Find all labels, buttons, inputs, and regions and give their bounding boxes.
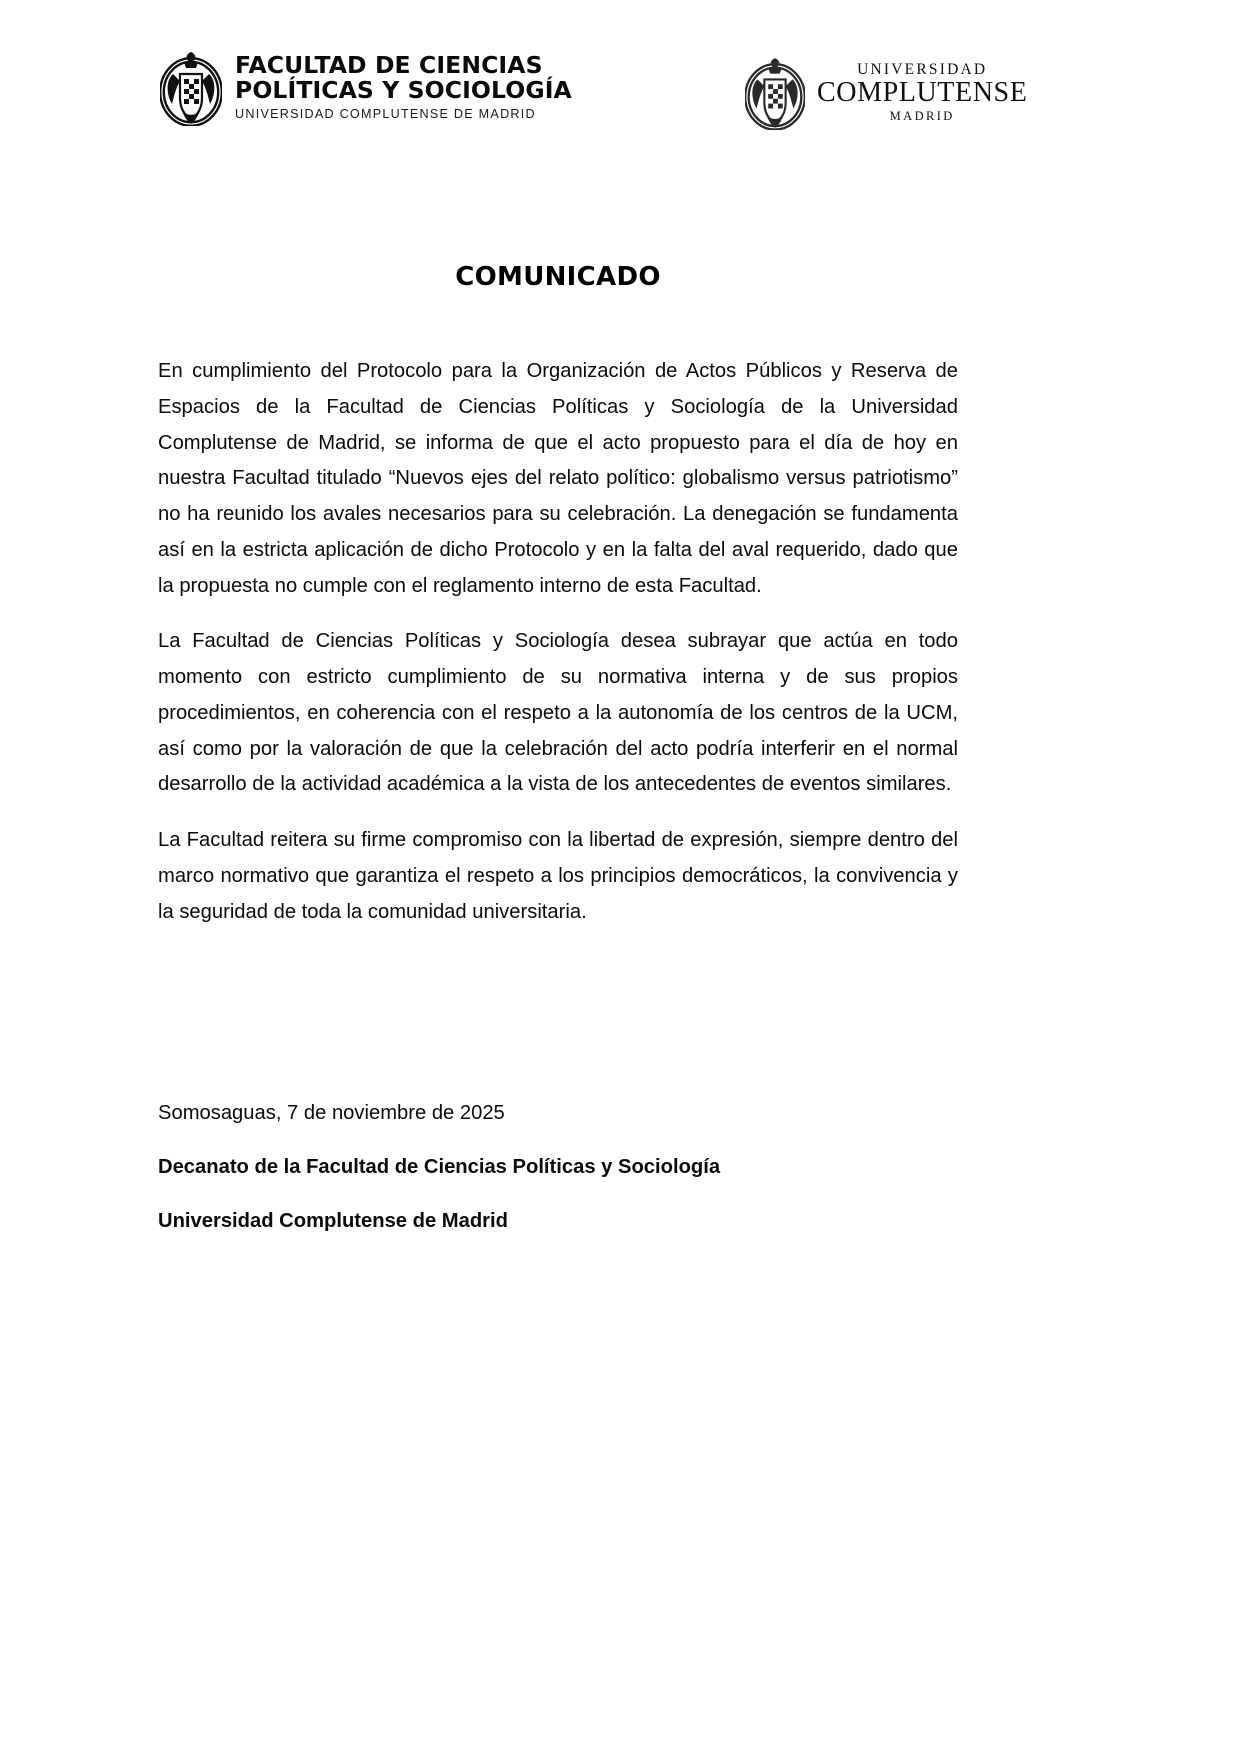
document-header (0, 48, 1241, 143)
signature-institution: Universidad Complutense de Madrid (158, 1209, 508, 1232)
page-title: COMUNICADO (455, 262, 661, 292)
university-logo (745, 54, 1027, 130)
faculty-name-line2: POLÍTICAS Y SOCIOLOGÍA (235, 76, 572, 105)
university-logo-text (817, 62, 1027, 122)
signature-block (158, 1096, 978, 1239)
document-body (158, 262, 958, 930)
ucm-crest-icon (745, 54, 805, 130)
faculty-logo-text (235, 53, 572, 120)
paragraph-2: La Facultad de Ciencias Políticas y Sociología desea subrayar que actúa en todo momento con estricto cumplimiento de su normativa interna y de sus propios procedimientos, en coherencia con el respeto a la autonomía de los centros de la UCM, así como por la valoración de que la celebración del acto podría interferir en el normal desarrollo de la actividad académica a la vista de los antecedentes de eventos similares. (158, 630, 958, 796)
ucm-crest-icon (160, 48, 222, 126)
university-name-line2: COMPLUTENSE (817, 77, 1028, 109)
university-city-line: MADRID (889, 108, 955, 123)
university-name-line1: UNIVERSIDAD (857, 60, 988, 78)
faculty-name-line1: FACULTAD DE CIENCIAS (235, 51, 543, 80)
signature-place-date: Somosaguas, 7 de noviembre de 2025 (158, 1102, 505, 1124)
signature-issuer: Decanato de la Facultad de Ciencias Políticas y Sociología (158, 1155, 721, 1178)
paragraph-3: La Facultad reitera su firme compromiso con la libertad de expresión, siempre dentro del marco normativo que garantiza el respeto a los principios democráticos, la convivencia y la seguridad de toda la comunidad universitaria. (158, 829, 958, 923)
faculty-logo (160, 48, 572, 126)
paragraph-1: En cumplimiento del Protocolo para la Organización de Actos Públicos y Reserva de Espacios de la Facultad de Ciencias Políticas y Sociología de la Universidad Complutense de Madrid, se informa de que el acto propuesto para el día de hoy en nuestra Facultad titulado “Nuevos ejes del relato político: globalismo versus patriotismo” no ha reunido los avales necesarios para su celebración. La denegación se fundamenta así en la estricta aplicación de dicho Protocolo y en la falta del aval requerido, dado que la propuesta no cumple con el reglamento interno de esta Facultad. (158, 360, 958, 597)
faculty-university-line: UNIVERSIDAD COMPLUTENSE DE MADRID (235, 107, 536, 122)
